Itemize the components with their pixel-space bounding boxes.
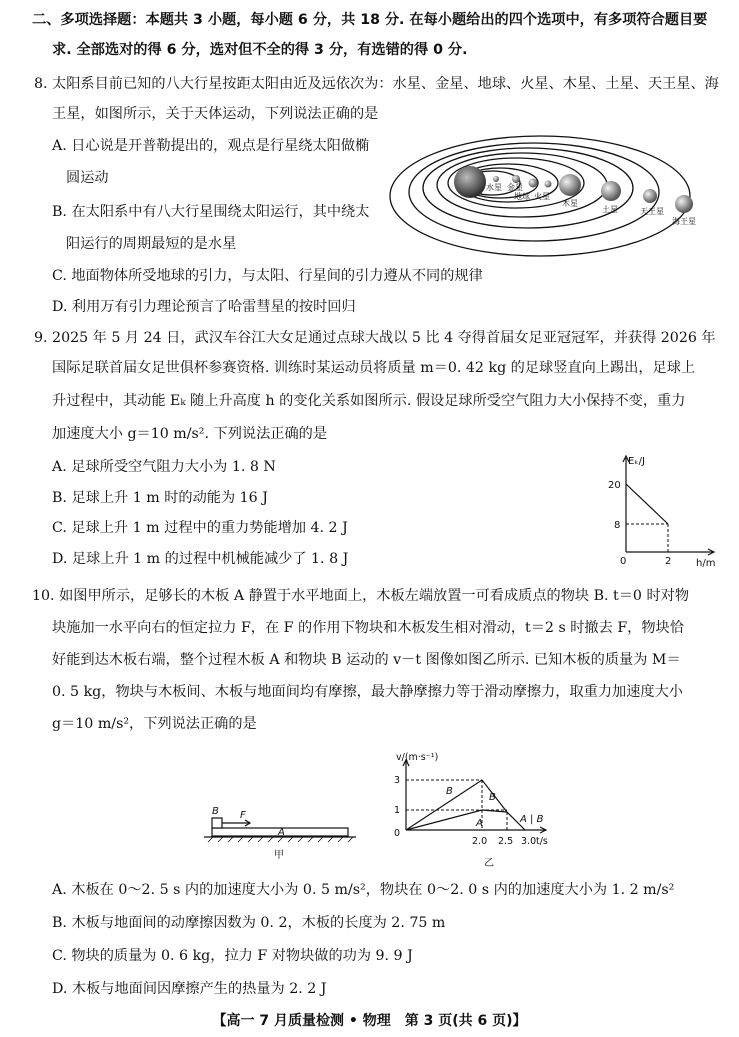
label-b-right: B [489, 792, 496, 803]
label-saturn: 土星 [602, 205, 618, 214]
q10-option-d: D. 木板与地面间因摩擦产生的热量为 2. 2 J [52, 981, 327, 997]
mars [545, 181, 552, 188]
page-footer: 【高一 7 月质量检测 • 物理 第 3 页(共 6 页)】 [212, 1013, 527, 1029]
sun [454, 166, 486, 198]
q10-stem-line3: 好能到达木板右端，整个过程木板 A 和物块 B 运动的 v－t 图像如图乙所示. 已知木板的质量为 M＝ [52, 652, 681, 668]
q9-stem-line1: 9. 2025 年 5 月 24 日，武汉车谷江大女足通过点球大战以 5 比 4 夺得首届女足亚冠冠军，并获得 2026 年 [34, 330, 716, 346]
block-b [212, 818, 222, 828]
tick-v1: 1 [394, 805, 401, 816]
q10-stem-line4: 0. 5 kg，物块与木板间、木板与地面间均有摩擦，最大静摩擦力等于滑动摩擦力，取重力加速度大小 [52, 684, 683, 700]
ek-h-graph [604, 452, 722, 572]
earth [529, 179, 538, 188]
label-a-lower: A [476, 818, 483, 829]
h-xlabel: h/m [696, 558, 716, 569]
q10-stem-line5: g＝10 m/s²，下列说法正确的是 [52, 716, 257, 732]
label-b: B [212, 806, 219, 817]
q9-stem-line3: 升过程中，其动能 Eₖ 随上升高度 h 的变化关系如图所示. 假设足球所受空气阻力大小保持不变，重力 [52, 393, 686, 409]
label-jupiter: 木星 [562, 199, 578, 208]
q10-option-c: C. 物块的质量为 0. 6 kg，拉力 F 对物块做的功为 9. 9 J [52, 948, 413, 964]
mercury [493, 176, 499, 182]
q9-option-c: C. 足球上升 1 m 过程中的重力势能增加 4. 2 J [52, 520, 348, 536]
tick-8: 8 [614, 520, 621, 531]
tick-h2: 2 [665, 556, 672, 567]
q10-stem-line2: 块施加一水平向右的恒定拉力 F，在 F 的作用下物块和木板发生相对滑动，t＝2 s 时撤去 F，物块恰 [52, 620, 684, 636]
label-ab: A | B [520, 814, 544, 825]
q8-option-c: C. 地面物体所受地球的引力，与太阳、行星间的引力遵从不同的规律 [52, 268, 483, 284]
label-mars: 火星 [534, 192, 550, 201]
v-ylabel: v/(m·s⁻¹) [396, 752, 439, 763]
jupiter [559, 174, 581, 196]
q9-option-b: B. 足球上升 1 m 时的动能为 16 J [52, 490, 268, 506]
figure-jia [204, 802, 358, 864]
ek-line [626, 484, 668, 524]
q8-option-b-cont: 阳运行的周期最短的是水星 [66, 236, 237, 252]
t-xlabel: t/s [536, 836, 548, 847]
q8-option-a: A. 日心说是开普勒提出的，观点是行星绕太阳做椭 [52, 138, 370, 154]
q9-option-a: A. 足球所受空气阻力大小为 1. 8 N [52, 459, 276, 475]
label-f: F [240, 810, 246, 821]
figure-yi-vt-graph [380, 752, 556, 874]
neptune [675, 195, 693, 213]
q8-option-b: B. 在太阳系中有八大行星围绕太阳运行，其中绕太 [52, 204, 370, 220]
q8-stem-line2: 王星，如图所示，关于天体运动，下列说法正确的是 [52, 106, 379, 122]
tick-20: 20 [608, 480, 621, 491]
tick-v3: 3 [394, 775, 401, 786]
origin: 0 [620, 556, 627, 567]
ek-ylabel: Eₖ/J [628, 456, 645, 467]
label-mercury: 水星 [486, 183, 502, 192]
q10-option-b: B. 木板与地面间的动摩擦因数为 0. 2，木板的长度为 2. 75 m [52, 915, 446, 931]
q9-stem-line4: 加速度大小 g＝10 m/s². 下列说法正确的是 [52, 426, 328, 442]
q10-stem-line1: 10. 如图甲所示，足够长的木板 A 静置于水平地面上，木板左端放置一可看成质点的物块 B. t＝0 时对物 [32, 588, 690, 604]
label-a: A [278, 827, 285, 838]
uranus [643, 189, 657, 203]
label-neptune: 海王星 [672, 217, 696, 226]
q9-option-d: D. 足球上升 1 m 的过程中机械能减少了 1. 8 J [52, 551, 349, 567]
tick-t25: 2.5 [498, 836, 514, 847]
q8-stem-line1: 8. 太阳系目前已知的八大行星按距太阳由近及远依次为：水星、金星、地球、火星、木星、土星、天王星、海 [34, 76, 719, 92]
q10-option-a: A. 木板在 0～2. 5 s 内的加速度大小为 0. 5 m/s²，物块在 0～2. 0 s 内的加速度大小为 1. 2 m/s² [52, 882, 675, 898]
tick-t20: 2.0 [472, 836, 488, 847]
tick-t30: 3.0 [521, 836, 537, 847]
line-b [406, 780, 507, 830]
saturn [601, 181, 621, 201]
venus [512, 175, 520, 183]
label-b-upper: B [446, 786, 453, 797]
q8-option-d: D. 利用万有引力理论预言了哈雷彗星的按时回归 [52, 299, 356, 315]
label-earth: 地球 [514, 192, 530, 201]
section-title-line2: 求. 全部选对的得 6 分，选对但不全的得 3 分，有选错的得 0 分. [52, 42, 468, 58]
q9-stem-line2: 国际足联首届女足世俱杯参赛资格. 训练时某运动员将质量 m＝0. 42 kg 的足球竖直向上踢出，足球上 [52, 360, 696, 376]
label-venus: 金星 [507, 183, 523, 192]
caption-jia: 甲 [274, 850, 284, 861]
caption-yi: 乙 [484, 858, 494, 869]
solar-system-figure [388, 134, 700, 262]
q8-option-a-cont: 圆运动 [66, 170, 109, 186]
origin-vt: 0 [394, 828, 401, 839]
section-title-line1: 二、多项选择题：本题共 3 小题，每小题 6 分，共 18 分. 在每小题给出的四个选项中，有多项符合题目要 [32, 12, 708, 28]
label-uranus: 天王星 [640, 207, 664, 216]
